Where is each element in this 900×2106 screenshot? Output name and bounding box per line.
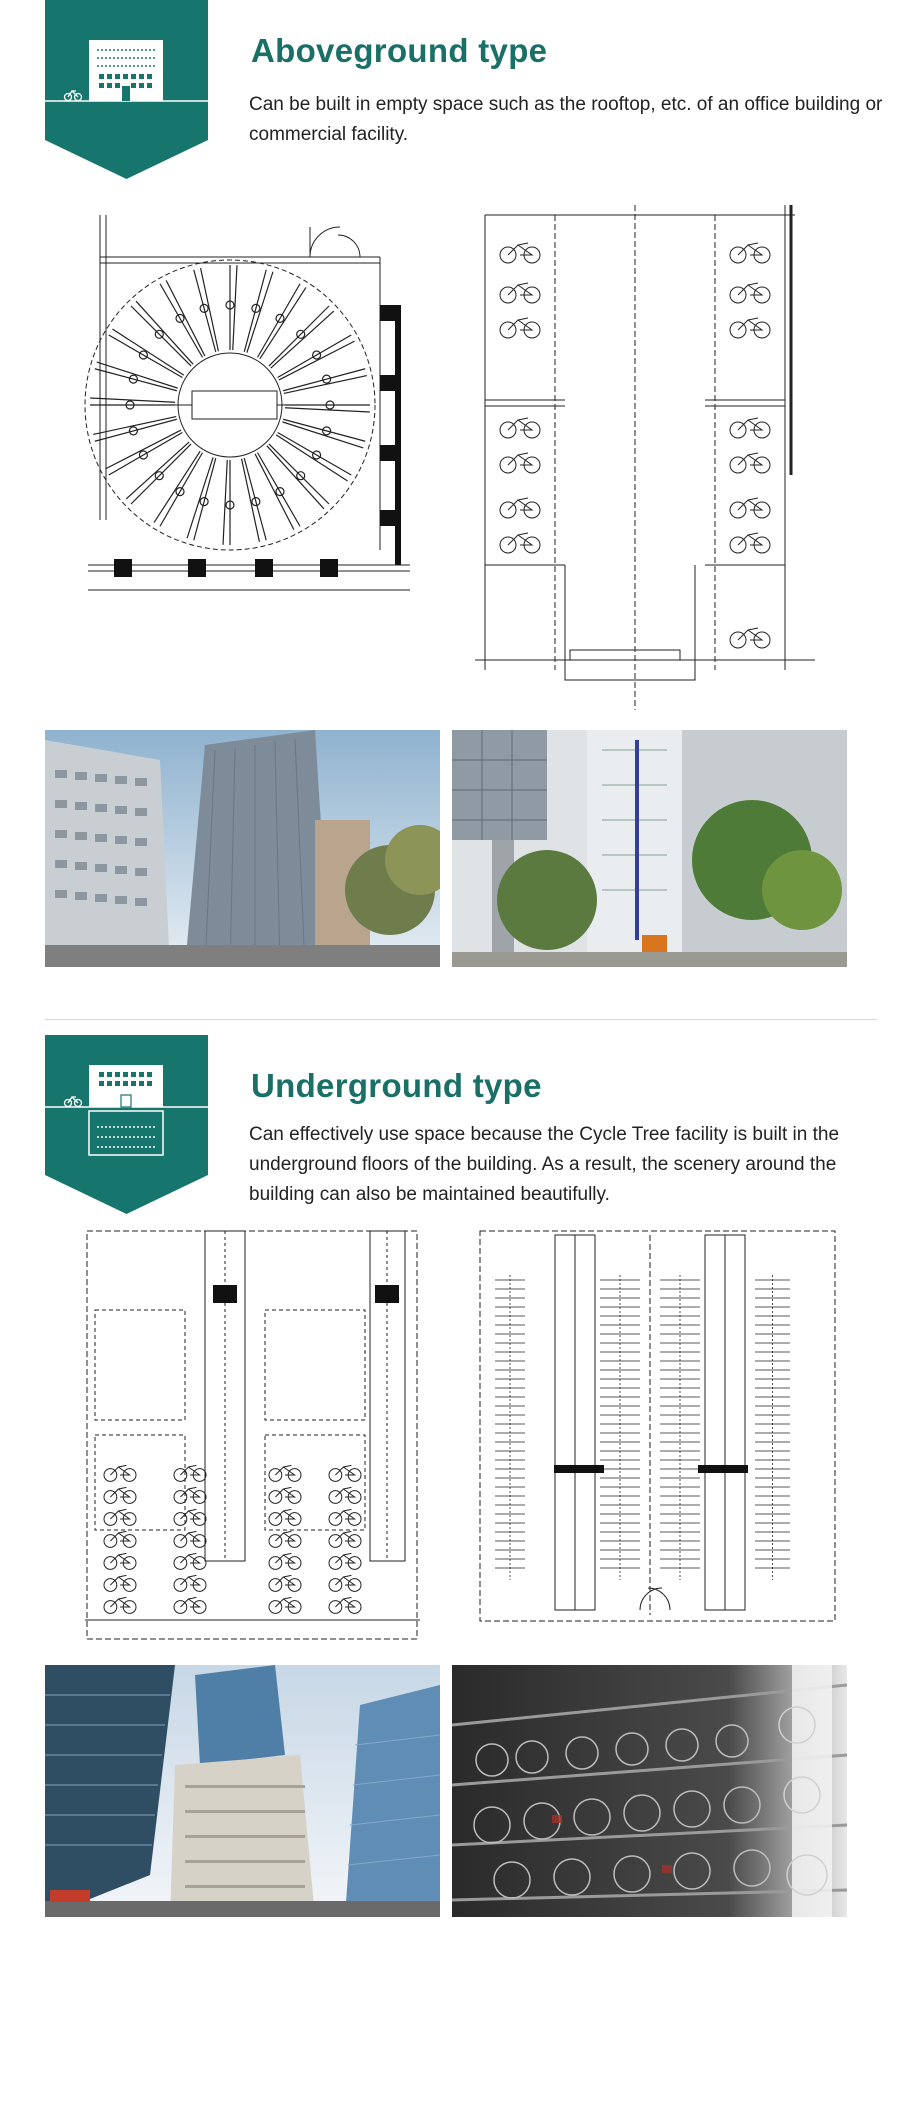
underground-section [0, 1035, 900, 2106]
vertical-parking-cross-section [475, 200, 815, 720]
aboveground-description: Can be built in empty space such as the rooftop, etc. of an office building or commercial facility. [249, 94, 883, 145]
section-divider [45, 1019, 877, 1020]
underground-parking-floor-plan [470, 1225, 845, 1645]
underground-parking-cross-section [75, 1225, 430, 1645]
glass-cycle-tree-tower-photo [452, 730, 847, 967]
aboveground-title: Aboveground type [251, 32, 548, 69]
underground-badge [45, 1035, 208, 1215]
circular-parking-floor-plan [80, 205, 430, 605]
aboveground-badge [45, 0, 208, 180]
underground-description: Can effectively use space because the Cycle Tree facility is built in the underground floors of the building. As a result, the scenery around the building can also be maintained beautifully. [249, 1124, 840, 1205]
skyscrapers-street-photo [45, 1665, 440, 1917]
underground-title: Underground type [251, 1067, 542, 1104]
office-tower-exterior-photo [45, 730, 440, 967]
aboveground-section [0, 0, 900, 1010]
underground-bicycle-racks-photo [452, 1665, 847, 1917]
building-with-bicycle-icon [45, 0, 208, 180]
underground-building-with-bicycle-icon [45, 1035, 208, 1215]
